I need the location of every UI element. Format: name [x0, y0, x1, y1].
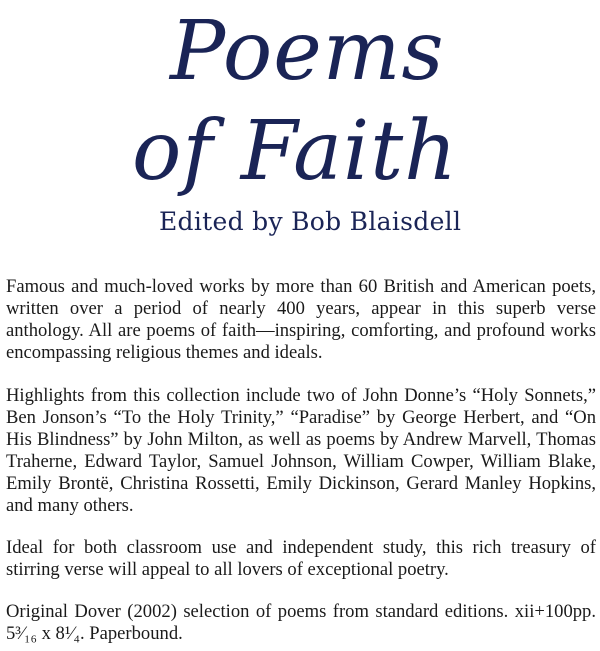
highlights-paragraph: Highlights from this collection include two of John Donne’s “Holy Sonnets,” Ben Jonson’s “To the Holy Trinity,” “Paradise” by George Herbert, and “On His Blindness” by John Milton, as well as poems by Andrew Marvell, Thomas Traherne, Edward Taylor, Samuel Johnson, William Cowper, William Blake, Emily Brontë, Christina Rossetti, Emily Dickinson, Gerard Manley Hopkins, and many others.	[6, 385, 596, 516]
title-line-2: of Faith	[132, 104, 458, 199]
title-line-1: Poems	[170, 4, 445, 99]
audience-paragraph: Ideal for both classroom use and independent study, this rich treasury of stirring verse will appeal to all lovers of exceptional poetry.	[6, 537, 596, 580]
edition-details-paragraph: Original Dover (2002) selection of poems from standard editions. xii+100pp. 5³⁄₁₆ x 8¹⁄₄. Paperbound.	[6, 601, 596, 644]
description-paragraph: Famous and much-loved works by more than 60 British and American poets, written over a period of nearly 400 years, appear in this superb verse anthology. All are poems of faith—inspiring, comforting, and profound works encompassing religious themes and ideals.	[6, 276, 596, 363]
editor-credit: Edited by Bob Blaisdell	[159, 207, 462, 236]
